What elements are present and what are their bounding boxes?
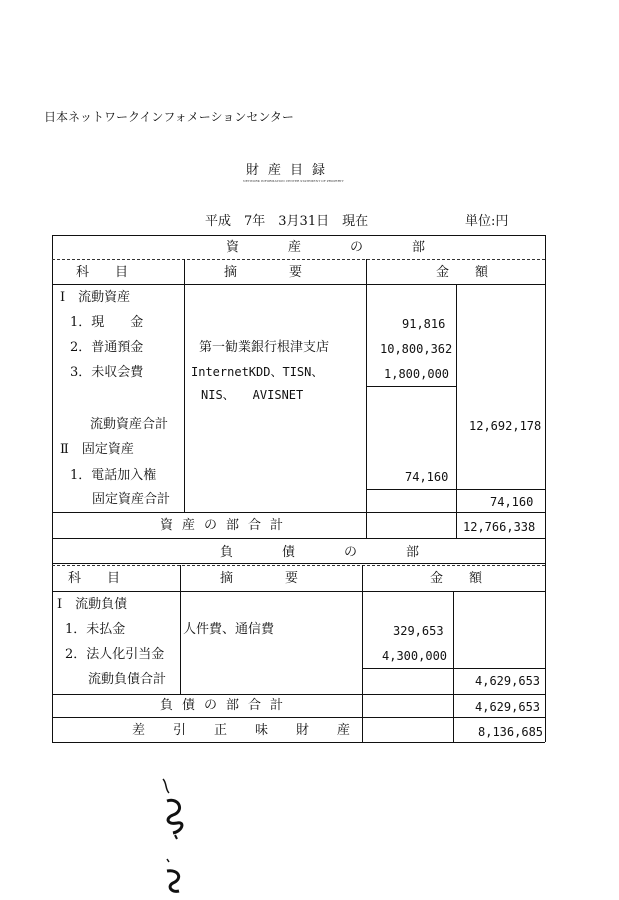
current-liabilities-total: 4,629,653	[475, 674, 541, 688]
liability-row-label: 1．未払金	[65, 622, 126, 637]
current-assets-title: Ⅰ 流動資産	[60, 290, 131, 305]
asset-row-amount: 10,800,362	[380, 342, 453, 356]
assets-header-item: 科 目	[76, 265, 129, 280]
liabilities-header-amount: 金 額	[430, 571, 483, 586]
handwritten-mark-icon	[155, 775, 195, 900]
document-subtitle: NETWORK INFORMATION CENTER STATEMENT OF PROPERTY	[243, 179, 344, 183]
asset-summary-continued: NIS、 AVISNET	[201, 388, 304, 402]
liability-row-amount: 4,300,000	[382, 649, 448, 663]
assets-grand-total: 12,766,338	[463, 520, 536, 534]
current-liabilities-title: Ⅰ 流動負債	[57, 597, 128, 612]
liabilities-header-item: 科 目	[68, 571, 121, 586]
document-title: 財産目録	[246, 163, 335, 178]
liabilities-section-title: 負 債 の 部	[220, 545, 438, 560]
fixed-assets-title: Ⅱ 固定資産	[60, 442, 134, 457]
liability-row-amount: 329,653	[393, 624, 444, 638]
liability-row-label: 2．法人化引当金	[65, 647, 165, 662]
asset-row-summary: 第一勧業銀行根津支店	[199, 340, 330, 355]
asset-row-amount: 91,816	[402, 317, 446, 331]
net-assets-label: 差引正味財産	[132, 723, 379, 738]
liability-row-summary: 人件費、通信費	[183, 622, 275, 637]
current-liabilities-total-label: 流動負債合計	[88, 672, 167, 687]
assets-header-summary: 摘 要	[224, 265, 303, 280]
current-assets-total-label: 流動資産合計	[90, 417, 169, 432]
asset-row-label: 1．現 金	[70, 315, 144, 330]
fixed-assets-total-label: 固定資産合計	[92, 492, 171, 507]
asset-row-summary: InternetKDD、TISN、	[191, 365, 324, 379]
asset-row-amount: 1,800,000	[384, 367, 450, 381]
liabilities-header-summary: 摘 要	[220, 571, 299, 586]
unit-label: 単位:円	[465, 214, 509, 229]
current-assets-total: 12,692,178	[469, 419, 542, 433]
fixed-asset-row-amount: 74,160	[405, 470, 449, 484]
asset-row-label: 2．普通預金	[70, 340, 144, 355]
net-assets-total: 8,136,685	[478, 725, 544, 739]
fixed-assets-total: 74,160	[490, 495, 534, 509]
asset-row-label: 3．未収会費	[70, 365, 144, 380]
assets-section-title: 資 産 の 部	[226, 240, 444, 255]
liabilities-grand-total-label: 負債の部合計	[160, 698, 293, 713]
liabilities-grand-total: 4,629,653	[475, 700, 541, 714]
assets-header-amount: 金 額	[436, 265, 489, 280]
org-name: 日本ネットワークインフォメーションセンター	[44, 110, 294, 124]
assets-grand-total-label: 資産の部合計	[160, 518, 293, 533]
date-label: 平成 7年 3月31日 現在	[205, 214, 369, 229]
fixed-asset-row-label: 1．電話加入権	[70, 468, 157, 483]
